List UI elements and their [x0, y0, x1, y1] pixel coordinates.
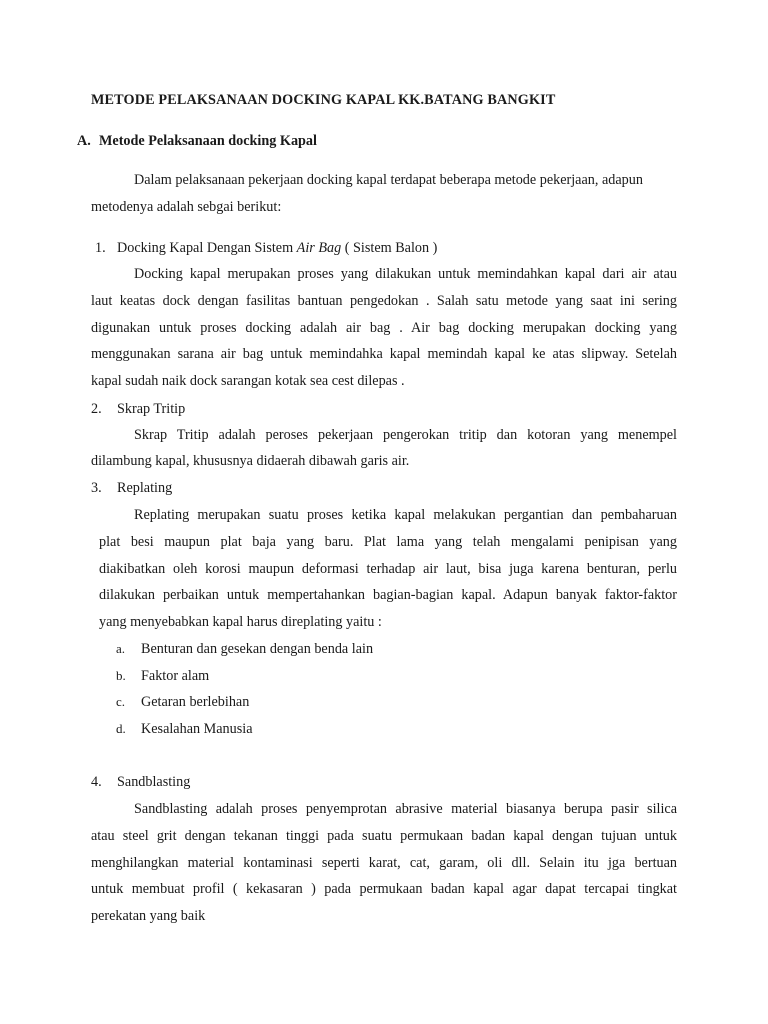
- sub-item-a-marker: a.: [116, 641, 126, 656]
- item-4-line-5: perekatan yang baik: [91, 908, 206, 924]
- item-1-line-5: kapal sudah naik dock sarangan kotak sea cest dilepas .: [91, 373, 405, 389]
- item-4-line-3: menghilangkan material kontaminasi seperti karat, cat, garam, oli dll. Selain itu jga bertuan: [91, 855, 677, 871]
- item-3-line-1: Replating merupakan suatu proses ketika kapal melakukan pergantian dan pembaharuan: [134, 507, 677, 523]
- item-3-line-3: diakibatkan oleh korosi maupun deformasi terhadap air laut, bisa juga karena benturan, perlu: [99, 561, 677, 577]
- item-1-line-2: laut keatas dock dengan fasilitas bantuan pengedokan . Salah satu metode yang saat ini sering: [91, 293, 677, 309]
- item-1-line-1: Docking kapal merupakan proses yang dilakukan untuk memindahkan kapal dari air atau: [134, 266, 677, 282]
- list-item-3-label: Replating: [117, 480, 173, 496]
- list-item-2-number: 2.: [91, 401, 102, 417]
- sub-item-a-text: Benturan dan gesekan dengan benda lain: [141, 641, 374, 657]
- list-item-2-heading: [91, 401, 185, 418]
- list-item-4-heading: [91, 774, 190, 791]
- sub-item-a: [116, 641, 373, 658]
- intro-line-1: Dalam pelaksanaan pekerjaan docking kapal terdapat beberapa metode pekerjaan, adapun: [134, 172, 643, 188]
- sub-item-c: [116, 694, 249, 711]
- item-4-line-2: atau steel grit dengan tekanan tinggi pada suatu permukaan badan kapal dengan tujuan untuk: [91, 828, 677, 844]
- section-a-title: Metode Pelaksanaan docking Kapal: [99, 133, 317, 149]
- intro-line-2: metodenya adalah sebgai berikut:: [91, 199, 282, 215]
- sub-item-b-text: Faktor alam: [141, 668, 210, 684]
- item-4-line-1: Sandblasting adalah proses penyemprotan abrasive material biasanya berupa pasir silica: [134, 801, 677, 817]
- item-2-line-1: Skrap Tritip adalah peroses pekerjaan pengerokan tritip dan kotoran yang menempel: [134, 427, 677, 443]
- item-3-line-5: yang menyebabkan kapal harus direplating yaitu :: [99, 614, 382, 630]
- sub-item-d-text: Kesalahan Manusia: [141, 721, 253, 737]
- sub-item-c-text: Getaran berlebihan: [141, 694, 250, 710]
- sub-item-b-marker: b.: [116, 668, 126, 683]
- item-1-line-3: digunakan untuk proses docking adalah air bag . Air bag docking merupakan docking yang: [91, 320, 677, 336]
- sub-item-b: [116, 668, 209, 685]
- list-item-2-label: Skrap Tritip: [117, 401, 186, 417]
- section-a-letter: A.: [77, 133, 91, 149]
- list-item-3-heading: [91, 480, 172, 497]
- list-item-3-number: 3.: [91, 480, 102, 496]
- sub-item-d-marker: d.: [116, 721, 126, 736]
- list-item-1-label-prefix: Docking Kapal Dengan Sistem: [117, 240, 297, 256]
- item-3-line-2: plat besi maupun plat baja yang baru. Plat lama yang telah mengalami penipisan yang: [99, 534, 677, 550]
- section-a-heading: [77, 133, 317, 150]
- sub-item-d: [116, 721, 253, 738]
- item-1-line-4: menggunakan sarana air bag untuk memindahka kapal memindah kapal ke atas slipway. Setelah: [91, 346, 677, 362]
- item-3-line-4: dilakukan perbaikan untuk mempertahankan bagian-bagian kapal. Adapun banyak faktor-faktor: [99, 587, 677, 603]
- list-item-1-label-suffix: ( Sistem Balon ): [341, 240, 438, 256]
- list-item-4-label: Sandblasting: [117, 774, 191, 790]
- list-item-1-number: 1.: [95, 240, 106, 256]
- list-item-1-heading: [95, 240, 437, 257]
- list-item-1-label-italic: Air Bag: [296, 240, 342, 256]
- document-title: METODE PELAKSANAAN DOCKING KAPAL KK.BATANG BANGKIT: [91, 92, 556, 108]
- item-2-line-2: dilambung kapal, khususnya didaerah dibawah garis air.: [91, 453, 410, 469]
- list-item-4-number: 4.: [91, 774, 102, 790]
- sub-item-c-marker: c.: [116, 694, 126, 709]
- item-4-line-4: untuk membuat profil ( kekasaran ) pada permukaan badan kapal agar dapat tercapai tingkat: [91, 881, 677, 897]
